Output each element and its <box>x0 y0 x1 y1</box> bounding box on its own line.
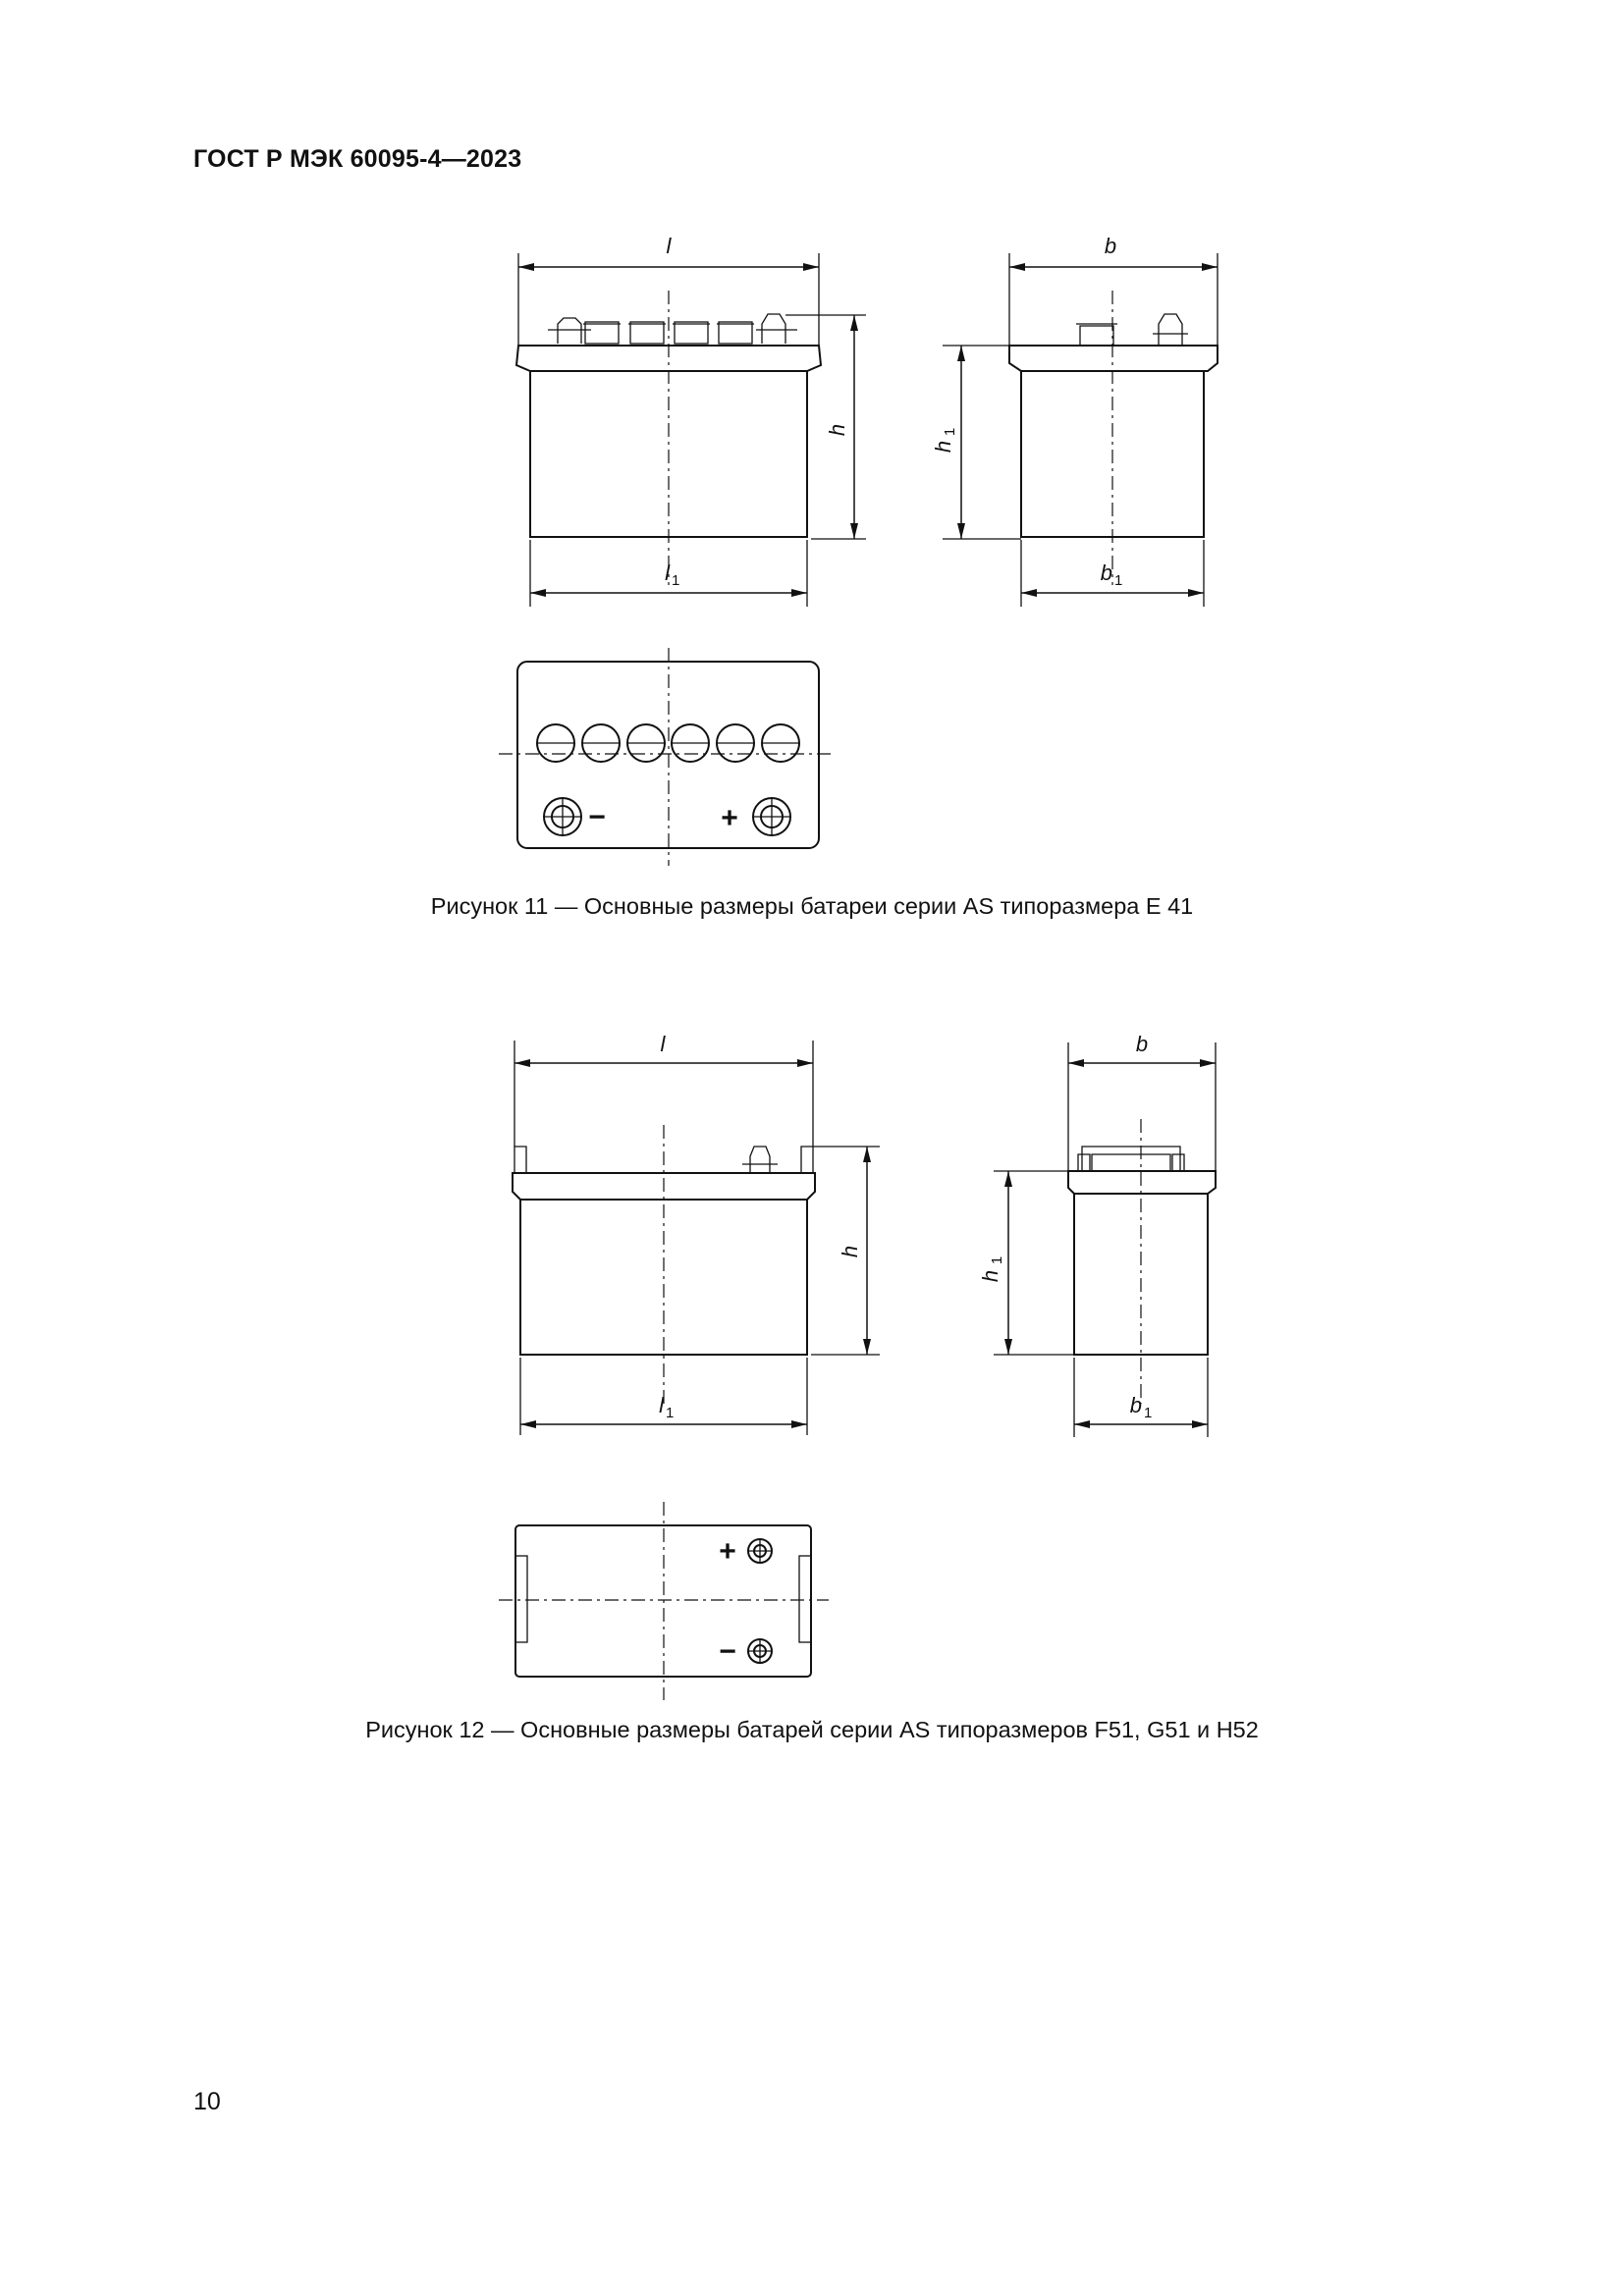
figure-11-drawing <box>499 234 1218 866</box>
fig11-dim-l: l <box>666 234 672 258</box>
fig12-positive-terminal <box>748 1539 772 1563</box>
fig12-negative-terminal <box>748 1639 772 1663</box>
figure-12-caption: Рисунок 12 — Основные размеры батарей серии AS типоразмеров F51, G51 и H52 <box>365 1717 1259 1742</box>
fig12-dim-b1: b <box>1129 1393 1142 1417</box>
fig11-side-view <box>931 234 1218 607</box>
fig12-dim-b1-sub: 1 <box>1144 1405 1153 1421</box>
fig11-front-view <box>516 234 866 607</box>
fig11-dim-b1-sub: 1 <box>1114 572 1123 589</box>
fig11-dim-l1-sub: 1 <box>672 572 680 589</box>
fig12-front-view <box>513 1032 880 1435</box>
fig11-plus-sign: + <box>721 802 738 834</box>
fig11-minus-sign: − <box>588 801 606 833</box>
fig11-vent-caps <box>548 314 797 344</box>
fig11-dim-b: b <box>1104 234 1117 258</box>
fig12-dim-b: b <box>1135 1032 1149 1056</box>
fig12-minus-sign: − <box>719 1635 736 1668</box>
standard-header: ГОСТ Р МЭК 60095-4—2023 <box>193 145 522 173</box>
fig12-dim-l1: l <box>659 1393 664 1417</box>
figure-12-drawing <box>499 1032 1216 1700</box>
page-number: 10 <box>193 2088 221 2115</box>
fig11-dim-h1: h <box>931 440 955 454</box>
fig11-dim-l1: l <box>665 561 670 585</box>
fig12-side-lid <box>1068 1171 1216 1194</box>
fig12-side-view <box>978 1032 1216 1437</box>
figure-11-caption: Рисунок 11 — Основные размеры батареи серии AS типоразмера E 41 <box>430 893 1194 919</box>
fig11-side-lid <box>1009 346 1218 371</box>
fig12-dim-h1-sub: 1 <box>989 1255 1005 1265</box>
fig12-dim-h1: h <box>978 1269 1002 1283</box>
fig12-dim-l: l <box>660 1032 666 1056</box>
fig12-top-view <box>499 1502 829 1700</box>
fig12-plus-sign: + <box>719 1535 736 1568</box>
fig11-positive-terminal <box>753 798 790 835</box>
fig11-negative-terminal <box>544 798 581 835</box>
fig12-dim-l1-sub: 1 <box>666 1405 675 1421</box>
fig11-top-view <box>499 648 831 866</box>
fig12-dim-h: h <box>838 1245 862 1258</box>
fig11-dim-h1-sub: 1 <box>942 427 958 437</box>
fig11-dim-h: h <box>825 423 849 437</box>
fig11-dim-b1: b <box>1100 561 1112 585</box>
